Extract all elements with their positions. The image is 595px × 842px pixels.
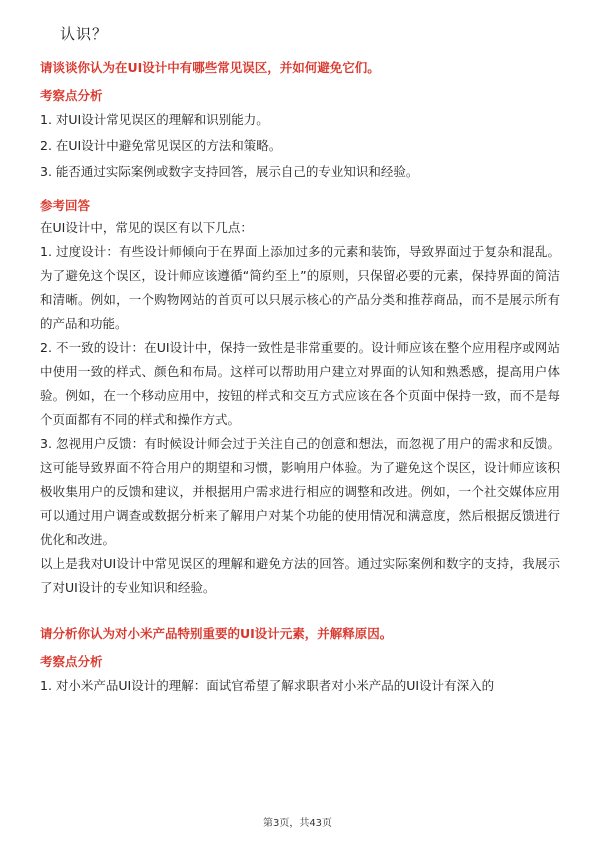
answer-paragraph: 1. 过度设计：有些设计师倾向于在界面上添加过多的元素和装饰，导致界面过于复杂和混乱。为了避免这个误区，设计师应该遵循“简约至上”的原则，只保留必要的元素，保持界面的简洁和清晰。例如，一个购物网站的首页可以只展示核心的产品分类和推荐商品，而不是展示所有的产品和功能。 bbox=[40, 244, 560, 331]
analysis-point: 1. 对UI设计常见误区的理解和识别能力。 bbox=[40, 112, 269, 127]
analysis-point: 1. 对小米产品UI设计的理解：面试官希望了解求职者对小米产品的UI设计有深入的 bbox=[40, 678, 495, 693]
answer-paragraph: 3. 忽视用户反馈：有时候设计师会过于关注自己的创意和想法，而忽视了用户的需求和反馈。这可能导致界面不符合用户的期望和习惯，影响用户体验。为了避免这个误区，设计师应该积极收集用户的反馈和建议，并根据用户需求进行相应的调整和改进。例如，一个社交媒体应用可以通过用户调查或数据分析来了解用户对某个功能的使用情况和满意度，然后根据反馈进行优化和改进。 bbox=[40, 436, 560, 547]
page-footer: 第3页，共43页 bbox=[262, 818, 333, 829]
answer-intro: 在UI设计中，常见的误区有以下几点： bbox=[40, 220, 253, 235]
question-heading-1: 请谈谈你认为在UI设计中有哪些常见误区，并如何避免它们。 bbox=[40, 60, 380, 75]
analysis-point: 2. 在UI设计中避免常见误区的方法和策略。 bbox=[40, 138, 282, 153]
page-content bbox=[40, 22, 560, 698]
continued-text: 认识？ bbox=[60, 25, 109, 43]
analysis-heading-1: 考察点分析 bbox=[40, 88, 103, 103]
question-heading-2: 请分析你认为对小米产品特别重要的UI设计元素，并解释原因。 bbox=[40, 626, 393, 641]
answer-heading-1: 参考回答 bbox=[40, 198, 91, 213]
analysis-point: 3. 能否通过实际案例或数字支持回答，展示自己的专业知识和经验。 bbox=[40, 164, 419, 179]
analysis-list-2 bbox=[40, 674, 560, 698]
analysis-heading-2: 考察点分析 bbox=[40, 654, 103, 669]
analysis-list-1 bbox=[40, 108, 560, 184]
answer-paragraph: 2. 不一致的设计：在UI设计中，保持一致性是非常重要的。设计师应该在整个应用程序或网站中使用一致的样式、颜色和布局。这样可以帮助用户建立对界面的认知和熟悉感，提高用户体验。例如，在一个移动应用中，按钮的样式和交互方式应该在各个页面中保持一致，而不是每个页面都有不同的样式和操作方式。 bbox=[40, 340, 560, 427]
answer-conclusion: 以上是我对UI设计中常见误区的理解和避免方法的回答。通过实际案例和数字的支持，我展示了对UI设计的专业知识和经验。 bbox=[40, 556, 560, 595]
